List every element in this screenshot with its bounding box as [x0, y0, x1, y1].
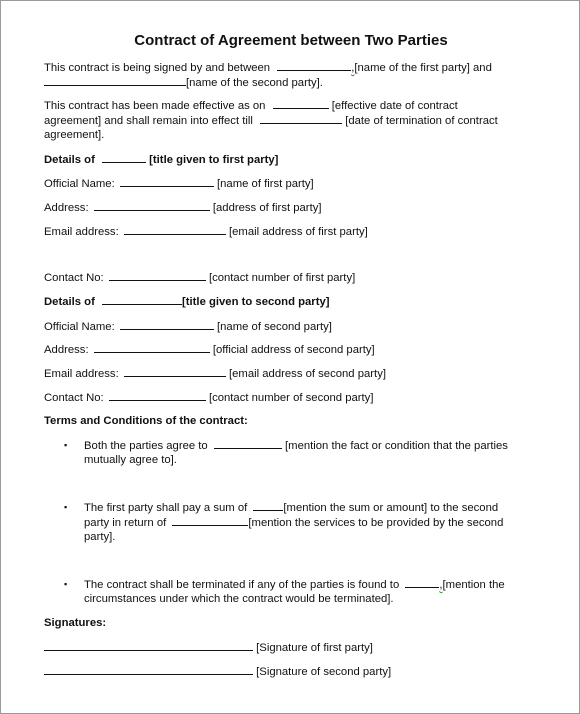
effective-line-3 [44, 128, 104, 142]
second-signature-line [44, 664, 391, 679]
first-signature-blank[interactable] [44, 640, 253, 651]
second-party-email [44, 366, 386, 381]
termination-hint: agreement]. [44, 129, 105, 141]
second-party-contact [44, 390, 373, 405]
field-hint: [address of first party] [212, 202, 322, 214]
field-hint: [email address of second party] [229, 368, 386, 380]
field-label: Contact No: [44, 272, 104, 284]
effective-hint: [effective date of contract [331, 100, 458, 112]
second-party-name-blank[interactable] [44, 75, 186, 86]
term-hint: [mention the [442, 579, 505, 591]
effective-date-blank[interactable] [273, 98, 329, 109]
first-signature-line [44, 640, 373, 655]
bullet-icon: ▪ [64, 502, 68, 512]
field-label: Official Name: [44, 321, 115, 333]
signature-hint: [Signature of first party] [256, 642, 373, 654]
field-label: Address: [44, 344, 89, 356]
first-party-contact [44, 270, 355, 285]
term-1-blank[interactable] [214, 438, 282, 449]
signatures-heading: Signatures: [44, 617, 107, 629]
effective-text: This contract has been made effective as on [44, 100, 266, 112]
heading-hint: [title given to first party] [149, 154, 279, 166]
term-1-line-1 [84, 438, 508, 453]
terms-heading: Terms and Conditions of the contract: [44, 415, 248, 427]
first-party-official-name [44, 176, 314, 191]
term-text: party in return of [84, 517, 167, 529]
second-party-heading [44, 294, 330, 309]
first-party-contact-blank[interactable] [109, 270, 206, 281]
second-party-official-name-blank[interactable] [120, 319, 214, 330]
first-party-email [44, 224, 368, 239]
document-title: Contract of Agreement between Two Parties [134, 32, 448, 49]
second-party-contact-blank[interactable] [109, 390, 206, 401]
term-2-sum-blank[interactable] [253, 500, 283, 511]
heading-hint: [title given to second party] [182, 296, 330, 308]
first-party-address-blank[interactable] [94, 200, 210, 211]
field-label: Address: [44, 202, 89, 214]
second-party-address [44, 342, 375, 357]
termination-date-blank[interactable] [260, 113, 342, 124]
term-3-blank[interactable] [405, 577, 439, 588]
term-2-line-2 [84, 515, 503, 530]
second-party-email-blank[interactable] [124, 366, 226, 377]
field-hint: [name of first party] [217, 178, 314, 190]
effective-line-2 [44, 113, 498, 128]
intro-hint: [name of the second party]. [186, 77, 323, 89]
effective-text: agreement] and shall remain into effect till [44, 115, 253, 127]
term-2-line-3: party]. [84, 531, 116, 543]
heading-text: Details of [44, 154, 95, 166]
squiggle-mark: , [439, 579, 443, 591]
field-hint: [contact number of first party] [208, 272, 356, 284]
term-2-line-1 [84, 500, 498, 515]
first-party-title-blank[interactable] [102, 152, 146, 163]
term-3-line-1 [84, 577, 505, 592]
first-party-address [44, 200, 322, 215]
termination-hint: [date of termination of contract [345, 115, 498, 127]
term-hint: [mention the services to be provided by the second [248, 517, 504, 529]
intro-text: This contract is being signed by and between [44, 62, 271, 74]
term-text: The contract shall be terminated if any of the parties is found to [84, 579, 400, 591]
term-hint: [mention the fact or condition that the parties [285, 440, 508, 452]
field-label: Email address: [44, 368, 119, 380]
heading-text: Details of [44, 296, 95, 308]
bullet-icon: ▪ [64, 579, 68, 589]
first-party-name-blank[interactable] [277, 60, 351, 71]
term-text: The first party shall pay a sum of [84, 502, 248, 514]
field-label: Email address: [44, 226, 119, 238]
effective-line-1 [44, 98, 458, 113]
intro-hint: [name of the first party] and [354, 62, 492, 74]
squiggle-mark: , [351, 62, 355, 74]
signature-hint: [Signature of second party] [256, 666, 392, 678]
field-hint: [email address of first party] [229, 226, 368, 238]
term-1-line-2: mutually agree to]. [84, 454, 177, 466]
term-hint: [mention the sum or amount] to the second [283, 502, 499, 514]
second-party-official-name [44, 319, 332, 334]
second-party-title-blank[interactable] [102, 294, 182, 305]
term-text: Both the parties agree to [84, 440, 208, 452]
first-party-official-name-blank[interactable] [120, 176, 214, 187]
term-3-line-2: circumstances under which the contract would be terminated]. [84, 593, 394, 605]
first-party-email-blank[interactable] [124, 224, 226, 235]
field-hint: [official address of second party] [212, 344, 375, 356]
field-label: Contact No: [44, 392, 104, 404]
field-label: Official Name: [44, 178, 115, 190]
field-hint: [name of second party] [217, 321, 332, 333]
intro-line-1 [44, 60, 492, 75]
field-hint: [contact number of second party] [208, 392, 374, 404]
first-party-heading [44, 152, 278, 167]
term-2-services-blank[interactable] [172, 515, 248, 526]
intro-line-2 [44, 75, 323, 90]
second-signature-blank[interactable] [44, 664, 253, 675]
second-party-address-blank[interactable] [94, 342, 210, 353]
bullet-icon: ▪ [64, 440, 68, 450]
